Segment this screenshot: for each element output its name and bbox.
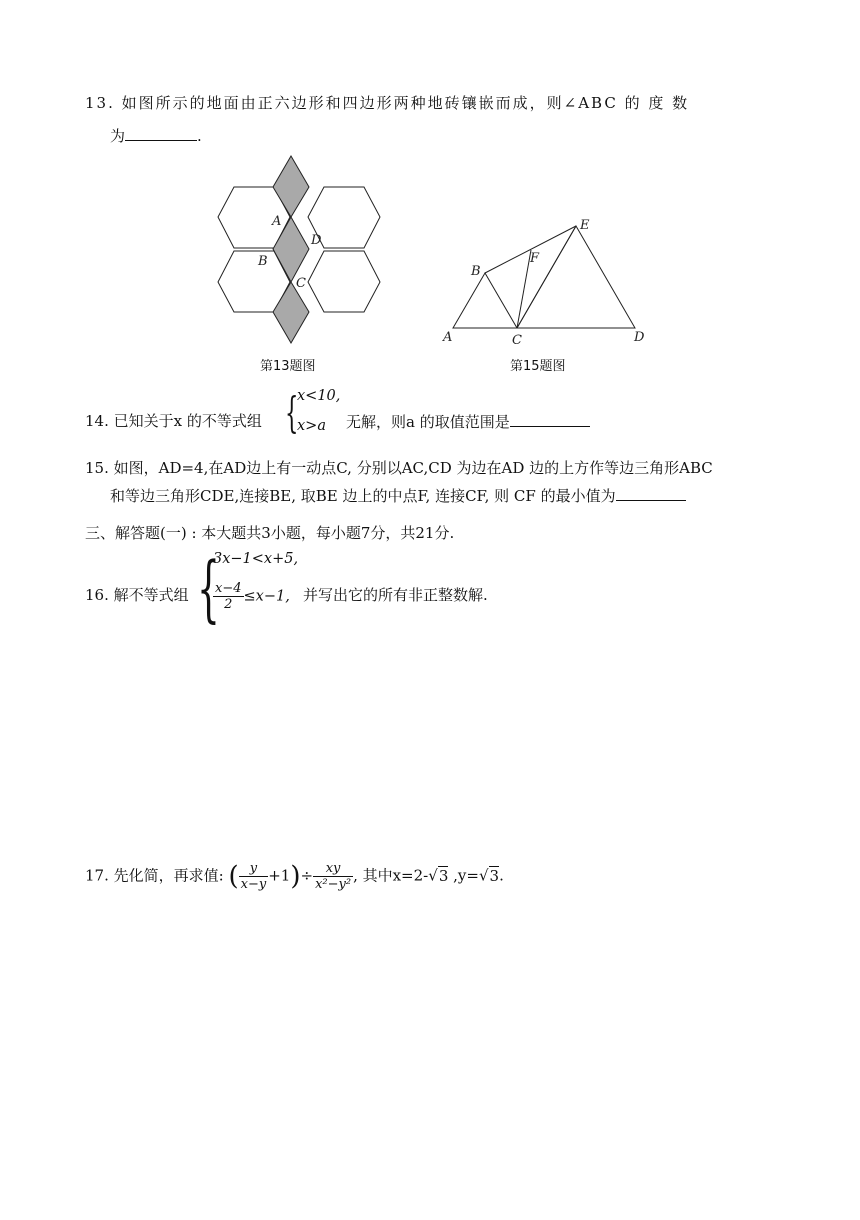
- q13-answer-blank: [125, 124, 197, 141]
- sqrt-icon: √: [428, 866, 438, 885]
- q13-prefix: 为: [110, 127, 126, 145]
- rhombus-top: [273, 156, 309, 217]
- q17-mid2: ,y=: [448, 866, 479, 885]
- q15-line2-wrap: [110, 484, 686, 506]
- q17-frac-2-den: x²−y²: [315, 877, 352, 892]
- q15-line2: 和等边三角形CDE,连接BE, 取BE 边上的中点F, 连接CF, 则 CF 的最小值为: [110, 487, 616, 505]
- q17-mid: , 其中x=2-: [353, 866, 429, 885]
- q13-figure-caption: 第13题图: [260, 359, 316, 374]
- q17-divide: ÷: [300, 866, 314, 885]
- label-a: A: [443, 330, 453, 345]
- label-b: B: [258, 254, 268, 269]
- q14-brace: {: [285, 388, 299, 437]
- label-c: C: [296, 276, 306, 291]
- label-c: C: [512, 333, 522, 348]
- q14-answer-blank: [510, 410, 590, 427]
- q17-right-paren: ): [290, 861, 301, 892]
- sqrt-icon: √: [478, 866, 489, 885]
- q13-figure: [200, 150, 390, 350]
- label-d: D: [311, 233, 322, 248]
- triangle-cde: [517, 226, 635, 328]
- q13-suffix: .: [197, 127, 202, 145]
- q16-suffix: 并写出它的所有非正整数解.: [303, 586, 488, 604]
- q16-prefix: 16. 解不等式组: [85, 586, 189, 604]
- q13-line1: 13. 如图所示的地面由正六边形和四边形两种地砖镶嵌而成，则∠ABC 的 度 数: [85, 94, 690, 112]
- label-f: F: [530, 251, 540, 266]
- q16-system: [213, 551, 308, 637]
- q14-prefix: 14. 已知关于x 的不等式组: [85, 412, 262, 430]
- q17-line: [85, 861, 504, 892]
- q17-frac-1-den: x−y: [240, 877, 267, 892]
- q16-frac-den: 2: [224, 597, 233, 612]
- q15-answer-blank: [616, 484, 686, 501]
- label-b: B: [471, 264, 481, 279]
- label-d: D: [634, 330, 645, 345]
- q14-suffix-line: [346, 410, 590, 432]
- hexagon-bottom-right: [308, 251, 380, 312]
- q13-line2: [110, 124, 202, 146]
- q17-frac-1-num: y: [239, 861, 269, 877]
- q17-prefix: 17. 先化简，再求值:: [85, 866, 224, 885]
- triangle-abc: [453, 273, 517, 328]
- q17-frac-2: [313, 861, 353, 892]
- q17-left-paren: (: [228, 861, 239, 892]
- q17-plus-one: +1: [268, 866, 291, 885]
- q16-inequality-2: [213, 581, 290, 612]
- q17-end: .: [499, 866, 504, 885]
- q15-figure-caption: 第15题图: [510, 359, 566, 374]
- section-3-heading: 三、解答题(一) : 本大题共3小题，每小题7分，共21分.: [85, 524, 455, 542]
- label-e: E: [580, 218, 590, 233]
- q17-sqrt-a: 3: [438, 866, 449, 885]
- q17-sqrt-b: 3: [489, 866, 500, 885]
- q17-frac-2-num: xy: [313, 861, 353, 877]
- q16-brace: {: [197, 546, 220, 630]
- q17-frac-1: [239, 861, 269, 892]
- q15-figure: [435, 215, 655, 350]
- rhombus-bottom: [273, 282, 309, 343]
- q16-inequality-1: 3x−1<x+5,: [213, 551, 299, 567]
- q14-inequality-1: x<10,: [297, 388, 341, 404]
- q16-inequality-2-rest: ≤x−1,: [243, 588, 290, 605]
- q14-suffix: 无解，则a 的取值范围是: [346, 413, 510, 431]
- q14-inequality-2: x>a: [297, 418, 326, 434]
- q16-frac-num: x−4: [215, 581, 242, 596]
- q15-line1: 15. 如图，AD=4,在AD边上有一动点C, 分别以AC,CD 为边在AD 边的上方作等边三角形ABC: [85, 459, 713, 477]
- label-a: A: [272, 214, 282, 229]
